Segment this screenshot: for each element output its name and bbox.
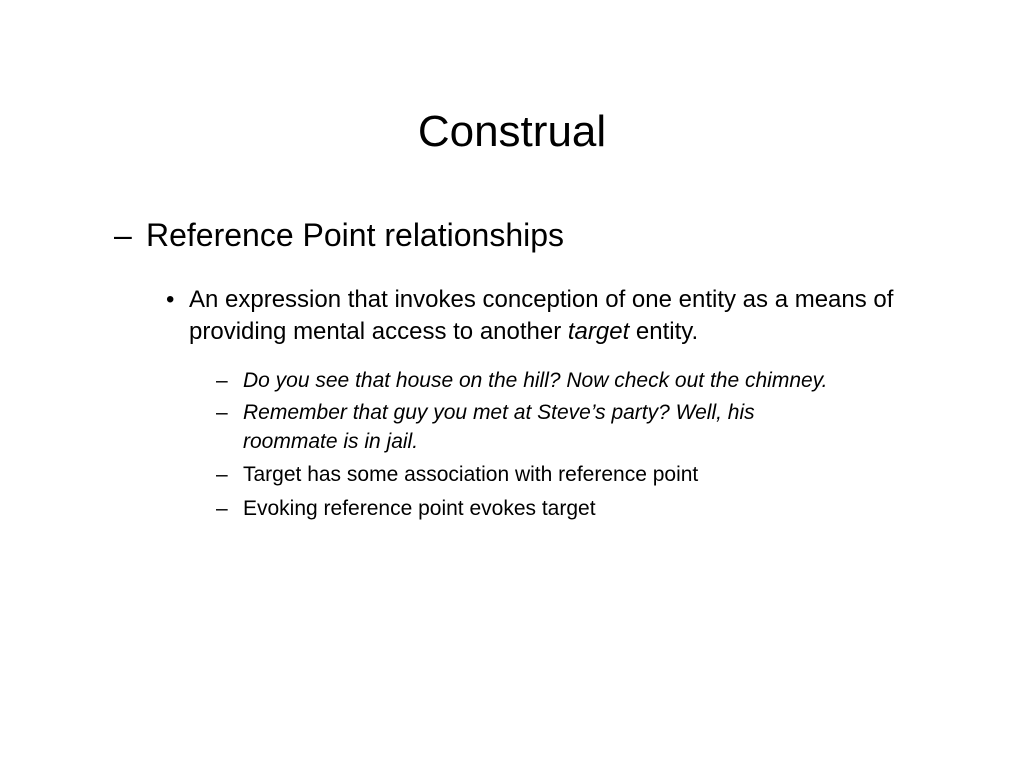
bullet-level2-text-italic: target (567, 318, 630, 345)
bullet-level3-text: Do you see that house on the hill? Now check out the chimney. (243, 369, 828, 392)
dash-marker: – (216, 369, 228, 392)
bullet-level2-text (189, 284, 919, 348)
bullet-level1-text: Reference Point relationships (146, 217, 565, 253)
slide-title: Construal (417, 107, 607, 156)
dash-marker: – (216, 497, 228, 520)
bullet-level3-text (243, 398, 983, 456)
bullet-level2-text-after: entity. (629, 318, 699, 345)
dash-marker: – (216, 463, 228, 486)
dash-marker: – (216, 401, 228, 424)
bullet-level3-text: Evoking reference point evokes target (243, 497, 596, 520)
bullet-marker: • (166, 286, 175, 313)
dash-marker: – (114, 217, 132, 253)
bullet-level3-text: Target has some association with reference point (243, 463, 699, 486)
bullet-level2-text-before: An expression that invokes conception of one entity as a means of providing mental access to another (189, 286, 894, 345)
bullet-level3-text-line2: roommate is in jail. (243, 430, 419, 453)
bullet-level3-text-line1: Remember that guy you met at Steve’s party? Well, his (243, 401, 755, 424)
